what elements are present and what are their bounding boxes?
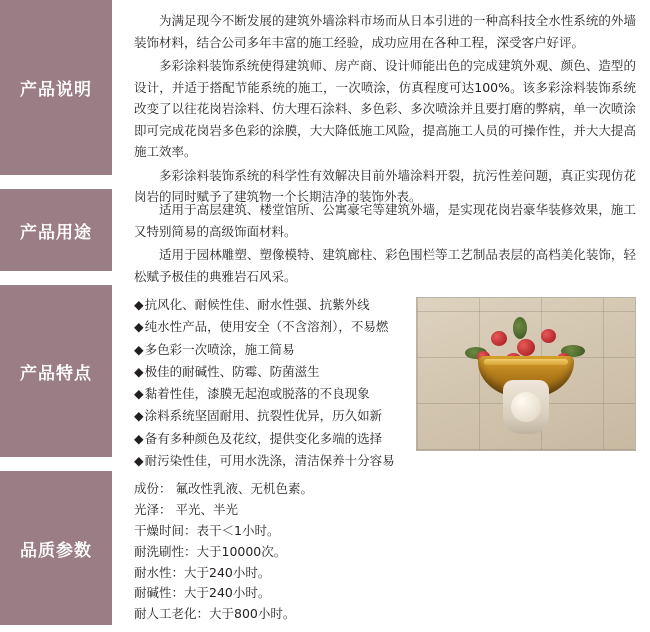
feature-list <box>134 295 402 468</box>
section-description <box>0 0 650 204</box>
section-body-usage <box>112 189 650 284</box>
list-item <box>134 386 402 402</box>
section-label-parameters: 品质参数 <box>0 471 112 625</box>
section-body-description <box>112 0 650 204</box>
section-parameters <box>0 471 650 625</box>
diamond-bullet-icon: ◆ <box>134 363 144 379</box>
list-item: 耐洗刷性：大于10000次。 <box>134 543 287 559</box>
diamond-bullet-icon: ◆ <box>134 319 144 335</box>
list-item <box>134 431 402 447</box>
list-item <box>134 319 402 335</box>
list-item: 成份： 氟改性乳液、无机色素。 <box>134 481 313 496</box>
feature-text: 极佳的耐碱性、防霉、防菌滋生 <box>144 363 320 379</box>
list-item: 耐碱性：大于240小时。 <box>134 585 271 601</box>
diamond-bullet-icon: ◆ <box>134 452 144 468</box>
diamond-bullet-icon: ◆ <box>134 341 144 357</box>
list-item: 干燥时间：表干＜1小时。 <box>134 522 280 538</box>
description-paragraph: 为满足现今不断发展的建筑外墙涂料市场而从日本引进的一种高科技全水性系统的外墙装饰材料，结合公司多年丰富的施工经验，成功应用在各种工程，深受客户好评。 <box>134 13 636 50</box>
section-usage <box>0 189 650 284</box>
description-paragraph: 多彩涂料装饰系统使得建筑师、房产商、设计师能出色的完成建筑外观、颜色、造型的设计，并适于搭配节能系统的施工，一次喷涂，仿真程度可达100%。该多彩涂料装饰系统改变了以往花岗岩涂料、仿大理石涂料、多色彩、多次喷涂并且要打磨的弊病，单一次喷涂即可完成花岗岩多色彩的涂膜，大大降低施工风险，提高施工人员的可操作性，并大大提高施工效率。 <box>134 58 636 159</box>
usage-paragraph: 适用于高层建筑、楼堂馆所、公寓豪宅等建筑外墙，是实现花岗岩豪华装修效果，施工又特别简易的高级饰面材料。 <box>134 202 636 239</box>
list-item <box>134 408 402 424</box>
feature-text: 耐污染性佳，可用水洗涤，清洁保养十分容易 <box>144 452 395 468</box>
list-item: 耐水性：大于240小时。 <box>134 564 271 580</box>
cherub-sculpture <box>511 392 541 422</box>
section-body-features <box>112 285 650 468</box>
list-item <box>134 364 402 380</box>
section-label-usage: 产品用途 <box>0 189 112 271</box>
section-body-parameters <box>112 471 650 625</box>
list-item: 耐人工老化：大于800小时。 <box>134 606 296 622</box>
diamond-bullet-icon: ◆ <box>134 430 144 446</box>
section-label-description: 产品说明 <box>0 0 112 175</box>
feature-text: 抗风化、耐候性佳、耐水性强、抗紫外线 <box>144 297 370 312</box>
diamond-bullet-icon: ◆ <box>134 386 144 401</box>
section-label-features: 产品特点 <box>0 285 112 457</box>
list-item: 光泽： 平光、半光 <box>134 501 238 517</box>
feature-text: 涂料系统坚固耐用、抗裂性优异，历久如新 <box>144 408 383 424</box>
list-item <box>134 453 402 469</box>
feature-text: 纯水性产品，使用安全（不含溶剂），不易燃 <box>144 319 389 335</box>
feature-text: 黏着性佳，漆膜无起泡或脱落的不良现象 <box>144 386 370 401</box>
diamond-bullet-icon: ◆ <box>134 297 144 312</box>
diamond-bullet-icon: ◆ <box>134 408 144 424</box>
section-features <box>0 285 650 468</box>
description-paragraph: 多彩涂料装饰系统的科学性有效解决目前外墙涂料开裂，抗污性差问题，真正实现仿花岗岩的同时赋予了建筑物一个长期洁净的装饰外表。 <box>134 167 636 204</box>
feature-text: 多色彩一次喷涂，施工简易 <box>144 341 295 357</box>
feature-text: 备有多种颜色及花纹，提供变化多端的选择 <box>144 430 383 446</box>
list-item <box>134 297 402 313</box>
usage-paragraph: 适用于园林雕塑、塑像模特、建筑廊柱、彩色围栏等工艺制品表层的高档美化装饰，轻松赋予极佳的典雅岩石风采。 <box>134 247 636 284</box>
product-photo <box>416 297 636 451</box>
list-item <box>134 342 402 358</box>
